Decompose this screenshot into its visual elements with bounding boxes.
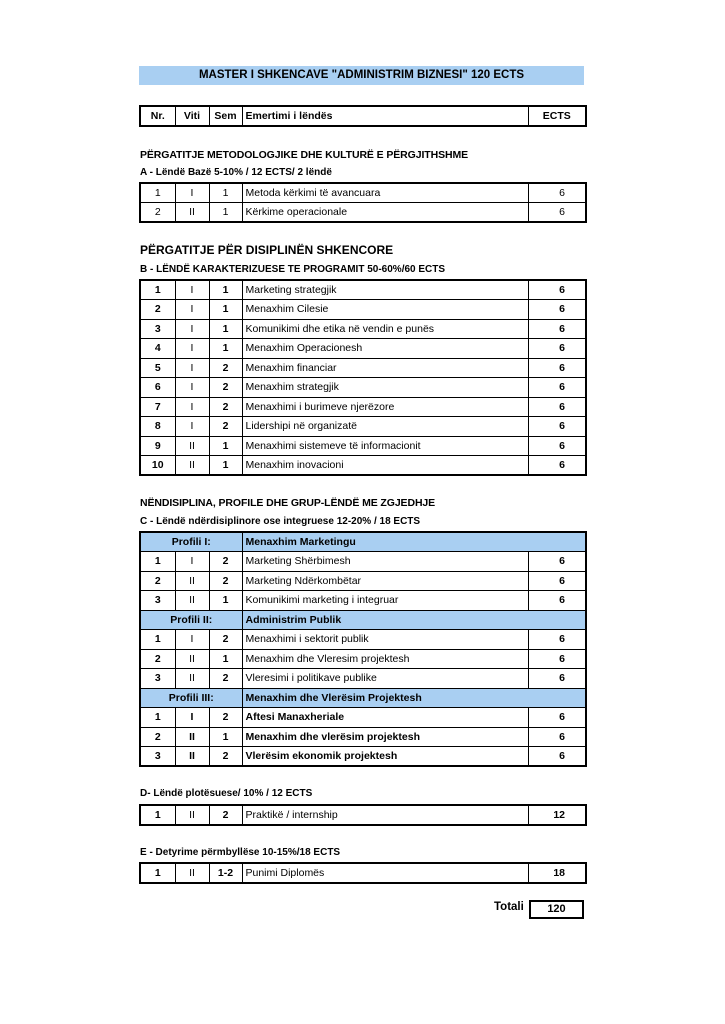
section-c-body [140, 532, 586, 552]
course-year: I [175, 339, 209, 359]
course-name: Komunikimi marketing i integruar [242, 591, 528, 611]
course-year: I [175, 397, 209, 417]
course-name: Menaxhim inovacioni [242, 456, 528, 476]
course-year: II [175, 203, 209, 223]
course-semester: 1 [209, 649, 242, 669]
profile-label: Profili I: [140, 532, 242, 552]
total-value: 120 [529, 900, 584, 919]
table-row [140, 339, 586, 359]
section-a-rows [140, 183, 586, 222]
course-semester: 1 [209, 727, 242, 747]
table-row [140, 378, 586, 398]
table-row [140, 300, 586, 320]
table-row [140, 571, 586, 591]
course-year: II [175, 436, 209, 456]
table-row [140, 591, 586, 611]
course-semester: 2 [209, 358, 242, 378]
course-nr: 6 [140, 378, 175, 398]
course-semester: 2 [209, 630, 242, 650]
course-ects: 6 [528, 397, 586, 417]
table-row [140, 456, 586, 476]
table-row [140, 552, 586, 572]
table-row [140, 630, 586, 650]
table-row [140, 397, 586, 417]
profile-2-rows [140, 630, 586, 689]
course-name: Vlerësim ekonomik projektesh [242, 747, 528, 767]
section-e-subheading: E - Detyrime përmbyllëse 10-15%/18 ECTS [140, 847, 341, 858]
course-name: Punimi Diplomës [242, 863, 528, 883]
course-ects: 6 [528, 630, 586, 650]
section-e-rows [140, 863, 586, 883]
course-name: Vleresimi i politikave publike [242, 669, 528, 689]
course-semester: 1 [209, 183, 242, 203]
profile-row [140, 610, 586, 630]
header-sem: Sem [209, 106, 242, 126]
profile-label: Profili II: [140, 610, 242, 630]
total-label: Totali [494, 901, 524, 913]
course-name: Marketing strategjik [242, 280, 528, 300]
course-nr: 3 [140, 319, 175, 339]
course-semester: 2 [209, 552, 242, 572]
course-name: Menaxhim Operacionesh [242, 339, 528, 359]
course-ects: 6 [528, 456, 586, 476]
table-row [140, 669, 586, 689]
course-semester: 2 [209, 747, 242, 767]
table-row [140, 358, 586, 378]
course-year: I [175, 300, 209, 320]
document-title: MASTER I SHKENCAVE "ADMINISTRIM BIZNESI" 120 ECTS [139, 66, 584, 85]
course-name: Marketing Shërbimesh [242, 552, 528, 572]
section-d-table [139, 804, 587, 826]
section-b-rows [140, 280, 586, 475]
course-nr: 1 [140, 708, 175, 728]
profile-name: Menaxhim dhe Vlerësim Projektesh [242, 688, 586, 708]
section-d-rows [140, 805, 586, 825]
profile-3-rows [140, 708, 586, 767]
section-b-table [139, 279, 587, 476]
course-ects: 12 [528, 805, 586, 825]
course-nr: 1 [140, 805, 175, 825]
course-year: II [175, 863, 209, 883]
course-name: Menaxhimi i burimeve njerëzore [242, 397, 528, 417]
profile-name: Menaxhim Marketingu [242, 532, 586, 552]
course-year: I [175, 280, 209, 300]
course-ects: 6 [528, 300, 586, 320]
table-row [140, 183, 586, 203]
table-row [140, 863, 586, 883]
course-ects: 6 [528, 649, 586, 669]
course-ects: 6 [528, 571, 586, 591]
section-a-table [139, 182, 587, 223]
course-semester: 2 [209, 417, 242, 437]
column-header-table [139, 105, 587, 127]
course-semester: 1 [209, 456, 242, 476]
course-semester: 1 [209, 319, 242, 339]
table-row [140, 417, 586, 437]
course-nr: 2 [140, 300, 175, 320]
table-row [140, 203, 586, 223]
course-semester: 2 [209, 669, 242, 689]
section-d-subheading: D- Lëndë plotësuese/ 10% / 12 ECTS [140, 788, 313, 799]
table-row [140, 805, 586, 825]
course-nr: 1 [140, 863, 175, 883]
course-year: I [175, 417, 209, 437]
course-year: II [175, 747, 209, 767]
table-row [140, 436, 586, 456]
course-ects: 6 [528, 747, 586, 767]
section-a-subheading: A - Lëndë Bazë 5-10% / 12 ECTS/ 2 lëndë [140, 167, 332, 178]
course-name: Lidershipi në organizatë [242, 417, 528, 437]
course-name: Marketing Ndërkombëtar [242, 571, 528, 591]
profile-1-rows [140, 552, 586, 611]
course-year: II [175, 649, 209, 669]
course-nr: 8 [140, 417, 175, 437]
header-nr: Nr. [140, 106, 175, 126]
course-semester: 2 [209, 378, 242, 398]
table-row [140, 319, 586, 339]
profile-row [140, 688, 586, 708]
course-name: Menaxhimi i sektorit publik [242, 630, 528, 650]
course-year: I [175, 708, 209, 728]
course-year: I [175, 378, 209, 398]
course-semester: 1 [209, 339, 242, 359]
course-semester: 1-2 [209, 863, 242, 883]
course-nr: 5 [140, 358, 175, 378]
course-ects: 6 [528, 280, 586, 300]
course-semester: 1 [209, 280, 242, 300]
course-ects: 6 [528, 436, 586, 456]
course-ects: 6 [528, 358, 586, 378]
course-ects: 18 [528, 863, 586, 883]
course-year: II [175, 805, 209, 825]
section-b-subheading: B - LËNDË KARAKTERIZUESE TE PROGRAMIT 50-60%/60 ECTS [140, 264, 446, 275]
course-ects: 6 [528, 417, 586, 437]
course-ects: 6 [528, 591, 586, 611]
table-row [140, 747, 586, 767]
course-name: Praktikë / internship [242, 805, 528, 825]
course-year: II [175, 727, 209, 747]
course-nr: 4 [140, 339, 175, 359]
course-nr: 1 [140, 552, 175, 572]
table-row [140, 708, 586, 728]
course-ects: 6 [528, 669, 586, 689]
course-year: II [175, 456, 209, 476]
course-name: Menaxhimi sistemeve të informacionit [242, 436, 528, 456]
course-year: II [175, 591, 209, 611]
course-nr: 2 [140, 203, 175, 223]
section-c-subheading: C - Lëndë ndërdisiplinore ose integruese 12-20% / 18 ECTS [140, 516, 421, 527]
course-year: I [175, 630, 209, 650]
course-ects: 6 [528, 339, 586, 359]
course-name: Aftesi Manaxheriale [242, 708, 528, 728]
course-name: Menaxhim financiar [242, 358, 528, 378]
course-nr: 1 [140, 280, 175, 300]
course-year: I [175, 183, 209, 203]
course-ects: 6 [528, 319, 586, 339]
course-semester: 2 [209, 397, 242, 417]
course-semester: 1 [209, 203, 242, 223]
course-nr: 1 [140, 630, 175, 650]
course-nr: 9 [140, 436, 175, 456]
course-year: II [175, 571, 209, 591]
course-nr: 10 [140, 456, 175, 476]
course-year: I [175, 319, 209, 339]
profile-name: Administrim Publik [242, 610, 586, 630]
course-semester: 2 [209, 805, 242, 825]
header-viti: Viti [175, 106, 209, 126]
course-name: Metoda kërkimi të avancuara [242, 183, 528, 203]
course-nr: 3 [140, 747, 175, 767]
course-semester: 1 [209, 436, 242, 456]
table-row [140, 280, 586, 300]
course-semester: 1 [209, 300, 242, 320]
course-ects: 6 [528, 708, 586, 728]
section-c-table [139, 531, 587, 767]
course-ects: 6 [528, 183, 586, 203]
profile-label: Profili III: [140, 688, 242, 708]
course-semester: 2 [209, 708, 242, 728]
section-a-heading: PËRGATITJE METODOLOGJIKE DHE KULTURË E PËRGJITHSHME [140, 149, 469, 161]
course-year: I [175, 358, 209, 378]
section-b-heading: PËRGATITJE PËR DISIPLINËN SHKENCORE [140, 243, 394, 257]
course-nr: 1 [140, 183, 175, 203]
course-ects: 6 [528, 552, 586, 572]
section-e-table [139, 862, 587, 884]
course-name: Menaxhim dhe vlerësim projektesh [242, 727, 528, 747]
course-nr: 3 [140, 591, 175, 611]
course-name: Kërkime operacionale [242, 203, 528, 223]
course-nr: 7 [140, 397, 175, 417]
course-ects: 6 [528, 203, 586, 223]
section-c-heading: NËNDISIPLINA, PROFILE DHE GRUP-LËNDË ME ZGJEDHJE [140, 497, 436, 509]
header-name: Emertimi i lëndës [242, 106, 528, 126]
course-nr: 2 [140, 649, 175, 669]
course-nr: 2 [140, 571, 175, 591]
course-nr: 2 [140, 727, 175, 747]
course-year: I [175, 552, 209, 572]
table-row [140, 727, 586, 747]
course-ects: 6 [528, 727, 586, 747]
header-ects: ECTS [528, 106, 586, 126]
course-nr: 3 [140, 669, 175, 689]
course-semester: 1 [209, 591, 242, 611]
course-name: Menaxhim strategjik [242, 378, 528, 398]
course-year: II [175, 669, 209, 689]
course-name: Menaxhim Cilesie [242, 300, 528, 320]
course-name: Menaxhim dhe Vleresim projektesh [242, 649, 528, 669]
course-name: Komunikimi dhe etika në vendin e punës [242, 319, 528, 339]
course-ects: 6 [528, 378, 586, 398]
course-semester: 2 [209, 571, 242, 591]
table-row [140, 649, 586, 669]
profile-row [140, 532, 586, 552]
